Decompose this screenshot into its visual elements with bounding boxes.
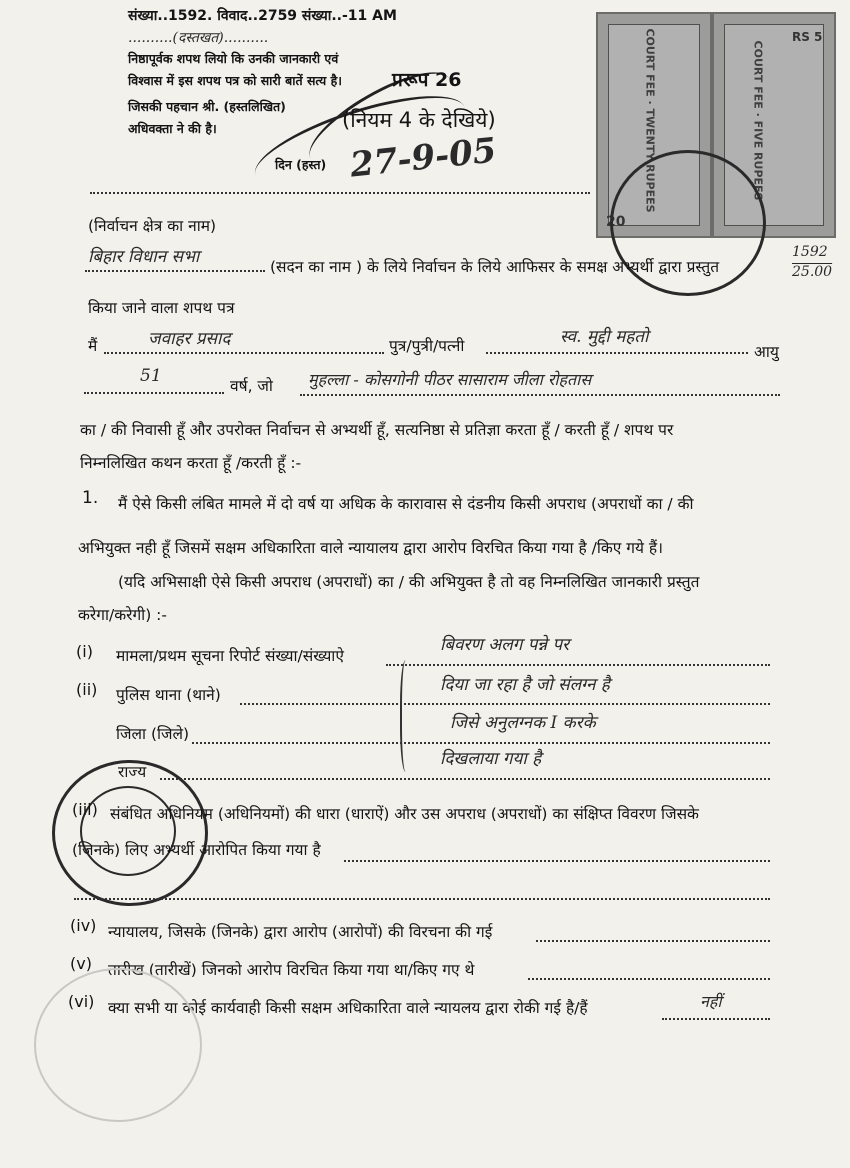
iv-text: न्यायालय, जिसके (जिनके) द्वारा आरोप (आरोपों) की विरचना की गई bbox=[108, 923, 493, 941]
header-note-7: दिन (हस्त) bbox=[275, 157, 327, 172]
condition-line-a: (यदि अभिसाक्षी ऐसे किसी अपराध (अपराधों) का / की अभियुक्त है तो वह निम्नलिखित जानकारी प्रस्तुत bbox=[118, 573, 700, 591]
v-line bbox=[528, 978, 770, 980]
header-dotted-line bbox=[90, 192, 590, 194]
condition-line-b: करेगा/करेगी) :- bbox=[78, 606, 167, 624]
header-note-4: विश्वास में इस शपथ पत्र को सारी बातें सत्य है। bbox=[128, 73, 343, 88]
header-note-1: संख्या..1592. विवाद..2759 संख्या..-11 AM bbox=[128, 8, 397, 24]
house-name-line bbox=[85, 270, 265, 272]
iv-line bbox=[536, 940, 770, 942]
item-1-line-a: मैं ऐसे किसी लंबित मामले में दो वर्ष या अधिक के कारावास से दंडनीय किसी अपराध (अपराधों का / की bbox=[118, 495, 694, 513]
ii-number: (ii) bbox=[76, 680, 98, 699]
v-text: तारीख (तारीखें) जिनको आरोप विरचित किया गया था/किए गए थे bbox=[108, 961, 475, 979]
handwritten-brace bbox=[400, 660, 414, 772]
item-1-line-b: अभियुक्त नही हूँ जिसमें सक्षम अधिकारिता वाले न्यायालय द्वारा आरोप विरचित किया गया है /किए गये हैं। bbox=[78, 539, 664, 557]
father-name: स्व. मुद्दी महतो bbox=[560, 327, 649, 347]
ii-line bbox=[240, 703, 770, 705]
affidavit-line: किया जाने वाला शपथ पत्र bbox=[88, 299, 235, 317]
vi-number: (vi) bbox=[68, 992, 95, 1011]
stamp-right-value: RS 5 bbox=[792, 30, 823, 44]
iii-line-1 bbox=[344, 860, 770, 862]
form-title: प्ररूप 26 bbox=[392, 69, 462, 91]
ii-text: पुलिस थाना (थाने) bbox=[116, 686, 221, 704]
form-subtitle: (नियम 4 के देखिये) bbox=[342, 108, 496, 132]
handwritten-note-3: जिसे अनुलग्नक I करके bbox=[450, 713, 596, 733]
header-note-3: निष्ठापूर्वक शपथ लियो कि उनकी जानकारी एवं bbox=[128, 51, 339, 66]
header-note-6: अधिवक्ता ने की है। bbox=[128, 121, 217, 136]
deponent-name: जवाहर प्रसाद bbox=[148, 329, 231, 349]
address-line bbox=[300, 394, 780, 396]
stamp-left-value: 20 bbox=[606, 214, 626, 230]
i-text: मामला/प्रथम सूचना रिपोर्ट संख्या/संख्याऐ bbox=[116, 647, 344, 665]
state-line bbox=[160, 778, 770, 780]
iii-line-a: संबंधित अधिनियम (अधिनियमों) की धारा (धाराऐं) और उस अपराध (अपराधों) का संक्षिप्त विवरण जिसके bbox=[110, 805, 699, 823]
age-label: आयु bbox=[754, 343, 779, 361]
header-note-2: ..........(दस्तखत).......... bbox=[128, 30, 269, 46]
resident-line: का / की निवासी हूँ और उपरोक्त निर्वाचन से अभ्यर्थी हूँ, सत्यनिष्ठा से प्रतिज्ञा करता हूँ / करती हूँ / शपथ पर bbox=[80, 421, 674, 439]
statement-line: निम्नलिखित कथन करता हूँ /करती हूँ :- bbox=[80, 454, 302, 472]
item-1-number: 1. bbox=[82, 488, 99, 508]
district-text: जिला (जिले) bbox=[116, 725, 190, 743]
i-label: मैं bbox=[88, 337, 98, 355]
address-value: मुहल्ला - कोसगोनी पीठर सासाराम जीला रोहतास bbox=[308, 370, 592, 389]
year-label: वर्ष, जो bbox=[230, 377, 273, 395]
faint-bleedthrough-seal bbox=[34, 968, 202, 1122]
age-value: 51 bbox=[140, 366, 162, 386]
house-name-handwritten: बिहार विधान सभा bbox=[88, 247, 200, 267]
handwritten-date: 27-9-05 bbox=[348, 130, 499, 186]
stamp-left-text: COURT FEE · TWENTY RUPEES bbox=[643, 28, 657, 213]
i-line bbox=[386, 664, 770, 666]
district-line bbox=[192, 742, 770, 744]
vi-text: क्या सभी या कोई कार्यवाही किसी सक्षम अधिकारिता वाले न्यायलय द्वारा रोकी गई है/हैं bbox=[108, 999, 588, 1017]
state-text: राज्य bbox=[118, 763, 147, 781]
stamp-right-text: COURT FEE · FIVE RUPEES bbox=[751, 40, 765, 201]
handwritten-note-4: दिखलाया गया है bbox=[440, 749, 542, 769]
house-line: (सदन का नाम ) के लिये निर्वाचन के लिये आफिसर के समक्ष अभ्यर्थी द्वारा प्रस्तुत bbox=[270, 258, 720, 276]
iv-number: (iv) bbox=[70, 916, 97, 935]
iii-line-b: (जिनके) लिए अभ्यर्थी आरोपित किया गया है bbox=[72, 841, 321, 859]
vi-line bbox=[662, 1018, 770, 1020]
handwritten-note-1: बिवरण अलग पन्ने पर bbox=[440, 635, 570, 655]
name-line bbox=[104, 352, 384, 354]
iii-number: (iii) bbox=[72, 800, 98, 819]
i-number: (i) bbox=[76, 642, 93, 661]
father-line bbox=[486, 352, 748, 354]
constituency-label: (निर्वाचन क्षेत्र का नाम) bbox=[88, 217, 217, 235]
vi-answer: नहीं bbox=[700, 992, 722, 1011]
header-note-5: जिसकी पहचान श्री. (हस्तलिखित) bbox=[128, 99, 286, 114]
relation-label: पुत्र/पुत्री/पत्नी bbox=[389, 337, 465, 355]
v-number: (v) bbox=[70, 954, 92, 973]
iii-line-2 bbox=[74, 898, 770, 900]
handwritten-note-2: दिया जा रहा है जो संलग्न है bbox=[440, 675, 610, 695]
age-line bbox=[84, 392, 224, 394]
margin-note-2: 25.00 bbox=[792, 264, 833, 280]
margin-note-1: 1592 bbox=[792, 244, 828, 260]
